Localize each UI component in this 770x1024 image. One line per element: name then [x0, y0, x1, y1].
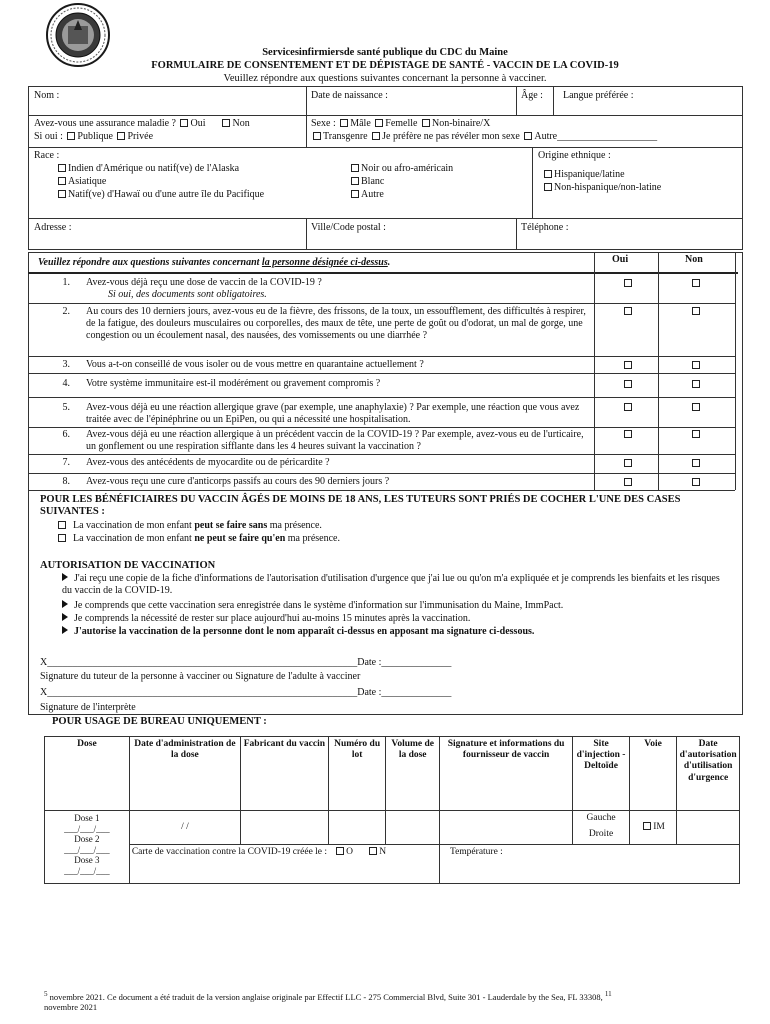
volume-cell[interactable] — [386, 811, 440, 845]
race-option[interactable]: Natif(ve) d'Hawaï ou d'une autre île du Pacifique — [56, 189, 264, 201]
interpreter-signature-label: Signature de l'interprète — [40, 702, 136, 713]
q2-non-checkbox[interactable] — [692, 307, 700, 315]
q8-oui-checkbox[interactable] — [624, 478, 632, 486]
race-option[interactable]: Indien d'Amérique ou natif(ve) de l'Alaska — [56, 163, 239, 175]
question-number: 3. — [62, 359, 70, 370]
q1-oui-checkbox[interactable] — [624, 279, 632, 287]
questions-intro: Veuillez répondre aux questions suivantes concernant la personne désignée ci-dessus. — [38, 257, 391, 268]
question-number: 1. — [62, 277, 70, 288]
question-text: Au cours des 10 derniers jours, avez-vous eu de la fièvre, des frissons, de la toux, un essoufflement, des difficultés à respirer, de la fatigue, des douleurs musculaires ou corporelles, des maux de tête, une perte de goût ou d'odorat, un mal de gorge, une congestion ou un écoulement nasal, des nausées, des vomissements ou une diarrhée ? — [86, 306, 586, 341]
col-volume: Volume de la dose — [386, 737, 440, 811]
auth-bullet: Je comprends la nécessité de rester sur place aujourd'hui au-moins 15 minutes après la vaccination. — [62, 613, 727, 625]
q7-oui-checkbox[interactable] — [624, 459, 632, 467]
manufacturer-cell[interactable] — [240, 811, 328, 845]
minor-option-without-presence[interactable]: La vaccination de mon enfant peut se faire sans ma présence. — [56, 520, 322, 532]
question-number: 6. — [62, 429, 70, 440]
nonbinary-checkbox[interactable] — [422, 119, 430, 127]
guardian-signature-label: Signature du tuteur de la personne à vacciner ou Signature de l'adulte à vacciner — [40, 671, 361, 682]
eua-date-cell[interactable] — [677, 811, 740, 845]
female-checkbox[interactable] — [375, 119, 383, 127]
other-sex-checkbox[interactable] — [524, 132, 532, 140]
col-dose: Dose — [45, 737, 130, 811]
private-checkbox[interactable] — [117, 132, 125, 140]
auth-bullet-consent: J'autorise la vaccination de la personne dont le nom apparaît ci-dessus en apposant ma signature ci-dessous. — [62, 626, 727, 638]
prefer-not-checkbox[interactable] — [372, 132, 380, 140]
q1-non-checkbox[interactable] — [692, 279, 700, 287]
col-manufacturer: Fabricant du vaccin — [240, 737, 328, 811]
sex-row-2: Transgenre Je préfère ne pas révéler mon sexe Autre____________________ — [311, 131, 657, 143]
dob-field[interactable]: Date de naissance : — [311, 90, 388, 101]
minors-heading: POUR LES BÉNÉFICIAIRES DU VACCIN ÂGÉS DE MOINS DE 18 ANS, LES TUTEURS SONT PRIÉS DE COCHER L'UNE DES CASES SUIVANTES : — [40, 494, 681, 518]
public-checkbox[interactable] — [67, 132, 75, 140]
col-oui-header: Oui — [612, 254, 629, 265]
q5-non-checkbox[interactable] — [692, 403, 700, 411]
col-eua-date: Date d'autorisation d'utilisation d'urgence — [677, 737, 740, 811]
question-text: Avez-vous des antécédents de myocardite ou de péricardite ? — [86, 457, 330, 468]
q6-non-checkbox[interactable] — [692, 430, 700, 438]
temperature-cell[interactable]: Température : — [439, 845, 739, 884]
q3-oui-checkbox[interactable] — [624, 361, 632, 369]
authorization-heading: AUTORISATION DE VACCINATION — [40, 560, 216, 571]
age-field[interactable]: Âge : — [521, 90, 543, 101]
insurance-no-checkbox[interactable] — [222, 119, 230, 127]
q3-non-checkbox[interactable] — [692, 361, 700, 369]
agency-name: Servicesinfirmiersde santé publique du CDC du Maine — [262, 47, 508, 58]
col-lot: Numéro du lot — [328, 737, 386, 811]
arrow-icon — [62, 613, 68, 621]
question-number: 8. — [62, 476, 70, 487]
city-zip-field[interactable]: Ville/Code postal : — [311, 222, 386, 233]
guardian-signature-line[interactable]: X______________________________________________________________Date :______________ — [40, 657, 452, 668]
question-text: Votre système immunitaire est-il modérément ou gravement compromis ? — [86, 378, 381, 389]
insurance-yes-checkbox[interactable] — [180, 119, 188, 127]
col-admin-date: Date d'administration de la dose — [129, 737, 240, 811]
dose-cell: Dose 1 ___/___/___ Dose 2 ___/___/___ Dose 3 ___/___/___ — [45, 811, 130, 884]
provider-cell[interactable] — [439, 811, 572, 845]
auth-bullet: J'ai reçu une copie de la fiche d'informations de l'autorisation d'utilisation d'urgence que j'ai lue ou qu'on m'a expliquée et je comprends les bienfaits et les risques du vaccin de la COVID-19. — [62, 573, 720, 596]
name-field[interactable]: Nom : — [34, 90, 60, 101]
question-text: Avez-vous déjà reçu une dose de vaccin de la COVID-19 ? Si oui, des documents sont obligatoires. — [86, 277, 322, 300]
auth-bullet: Je comprends que cette vaccination sera enregistrée dans le système d'information sur l'immunisation du Maine, ImmPact. — [62, 600, 727, 612]
male-checkbox[interactable] — [340, 119, 348, 127]
question-number: 5. — [62, 402, 70, 413]
ethnicity-option[interactable]: Non-hispanique/non-latine — [542, 182, 661, 194]
q6-oui-checkbox[interactable] — [624, 430, 632, 438]
race-label: Race : — [34, 150, 60, 161]
sex-row-1: Sexe : Mâle Femelle Non-binaire/X — [311, 118, 491, 129]
race-option[interactable]: Blanc — [349, 176, 384, 188]
language-field[interactable]: Langue préférée : — [563, 90, 634, 101]
q2-oui-checkbox[interactable] — [624, 307, 632, 315]
question-text: Avez-vous déjà eu une réaction allergique à un précédent vaccin de la COVID-19 ? Par exemple, avez-vous eu de l'urticaire, un gonflement ou une respiration sifflante dans les 4 heures suivant la vaccination ? — [86, 429, 584, 452]
transgender-checkbox[interactable] — [313, 132, 321, 140]
arrow-icon — [62, 626, 68, 634]
q4-non-checkbox[interactable] — [692, 380, 700, 388]
insurance-question: Avez-vous une assurance maladie ? Oui Non — [34, 118, 250, 129]
question-text: Avez-vous déjà eu une réaction allergique grave (par exemple, une anaphylaxie) ? Par exemple, une réaction que vous avez traitée avec de l'épinéphrine ou un EpiPen, ou qui a nécessité une hospitalisation. — [86, 402, 580, 425]
arrow-icon — [62, 573, 68, 581]
card-no-checkbox[interactable] — [369, 847, 377, 855]
q7-non-checkbox[interactable] — [692, 459, 700, 467]
q5-oui-checkbox[interactable] — [624, 403, 632, 411]
question-number: 7. — [62, 457, 70, 468]
footer-note: $^5$ novembre 2021. Ce document a été traduit de la version anglaise originale par Effectif LLC - 275 Commercial Blvd, Suite 301 - Lauderdale by the Sea, FL 33308, $^{11}$ novembre 2021 — [44, 990, 612, 1012]
q8-non-checkbox[interactable] — [692, 478, 700, 486]
question-number: 2. — [62, 306, 70, 317]
lot-cell[interactable] — [328, 811, 386, 845]
question-text: Vous a-t-on conseillé de vous isoler ou de vous mettre en quarantaine actuellement ? — [86, 359, 424, 370]
arrow-icon — [62, 600, 68, 608]
form-instruction: Veuillez répondre aux questions suivantes concernant la personne à vacciner. — [223, 73, 547, 84]
insurance-type: Si oui : Publique Privée — [34, 131, 154, 142]
address-field[interactable]: Adresse : — [34, 222, 72, 233]
ethnicity-label: Origine ethnique : — [538, 150, 611, 161]
col-route: Voie — [629, 737, 676, 811]
race-option[interactable]: Asiatique — [56, 176, 106, 188]
question-text: Avez-vous reçu une cure d'anticorps passifs au cours des 90 derniers jours ? — [86, 476, 390, 487]
im-checkbox[interactable] — [643, 822, 651, 830]
col-provider-signature: Signature et informations du fournisseur de vaccin — [439, 737, 572, 811]
col-non-header: Non — [685, 254, 703, 265]
race-option[interactable]: Noir ou afro-américain — [349, 163, 453, 175]
vaccination-card-row: Carte de vaccination contre la COVID-19 créée le : O N — [129, 845, 439, 884]
form-title: FORMULAIRE DE CONSENTEMENT ET DE DÉPISTAGE DE SANTÉ - VACCIN DE LA COVID-19 — [151, 60, 619, 71]
q4-oui-checkbox[interactable] — [624, 380, 632, 388]
office-use-table — [44, 736, 740, 884]
route-cell[interactable]: IM — [629, 811, 676, 845]
interpreter-signature-line[interactable]: X______________________________________________________________Date :______________ — [40, 687, 452, 698]
office-use-heading: POUR USAGE DE BUREAU UNIQUEMENT : — [52, 716, 267, 727]
phone-field[interactable]: Téléphone : — [521, 222, 569, 233]
race-option[interactable]: Autre — [349, 189, 384, 201]
card-yes-checkbox[interactable] — [336, 847, 344, 855]
minor-option-with-presence[interactable]: La vaccination de mon enfant ne peut se faire qu'en ma présence. — [56, 533, 340, 545]
question-number: 4. — [62, 378, 70, 389]
col-injection-site: Site d'injection - Deltoïde — [573, 737, 630, 811]
ethnicity-option[interactable]: Hispanique/latine — [542, 169, 625, 181]
site-cell[interactable]: Gauche Droite — [573, 811, 630, 845]
admin-date-cell[interactable]: / / — [129, 811, 240, 845]
